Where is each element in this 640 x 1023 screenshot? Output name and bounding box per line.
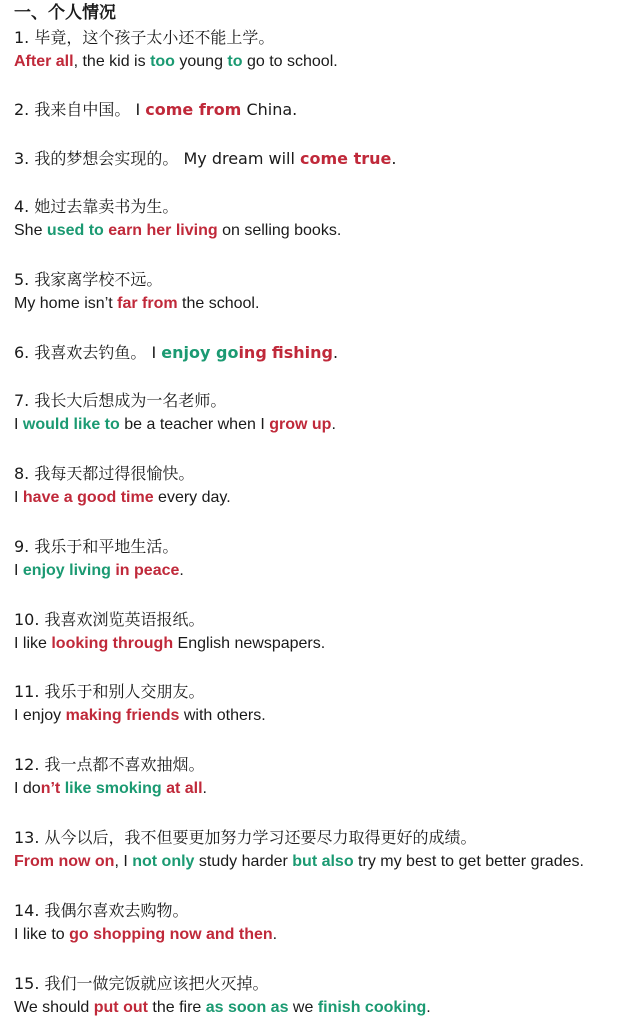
english-translation — [14, 704, 634, 728]
chinese-sentence: 5. 我家离学校不远。 — [14, 270, 163, 289]
highlight-phrase-red: making friends — [65, 707, 180, 724]
sentence-item-15 — [14, 972, 634, 1020]
plain-text: . — [179, 562, 184, 579]
sentence-item-6 — [14, 341, 634, 365]
plain-text: . — [272, 926, 278, 943]
chinese-sentence: 11. 我乐于和别人交朋友。 — [14, 682, 205, 701]
sentence-item-13 — [14, 826, 634, 874]
plain-text: try my best to get better grades. — [353, 853, 584, 870]
highlight-phrase-red: grow up — [269, 416, 332, 433]
chinese-sentence: 12. 我一点都不喜欢抽烟。 — [14, 755, 205, 774]
chinese-line — [14, 899, 634, 923]
chinese-line — [14, 462, 634, 486]
plain-text: My home isn’t — [14, 295, 118, 312]
highlight-phrase-red: far from — [117, 295, 178, 312]
plain-text: the fire — [147, 999, 206, 1016]
chinese-line — [14, 195, 634, 219]
highlight-phrase-red: at all — [166, 780, 203, 797]
chinese-line — [14, 535, 634, 559]
highlight-phrase-green: to — [227, 53, 243, 70]
chinese-sentence: 13. 从今以后，我不但要更加努力学习还要尽力取得更好的成绩。 — [14, 828, 477, 847]
plain-text: I do — [14, 780, 41, 797]
chinese-sentence: 15. 我们一做完饭就应该把火灭掉。 — [14, 974, 269, 993]
english-translation — [14, 50, 634, 74]
sentence-line — [14, 341, 634, 365]
sentence-item-3 — [14, 147, 634, 171]
section-title: 一、个人情况 — [14, 3, 116, 23]
plain-text: . — [391, 149, 397, 168]
highlight-phrase-red: go shopping now and then — [69, 926, 273, 943]
sentence-item-5 — [14, 268, 634, 316]
highlight-phrase-green: finish cooking — [317, 999, 427, 1016]
english-translation — [14, 850, 634, 874]
highlight-phrase-red: ing — [238, 343, 267, 362]
english-translation — [14, 413, 634, 437]
sentence-item-9 — [14, 535, 634, 583]
plain-text: I like — [14, 635, 52, 652]
plain-text: My dream will — [183, 149, 301, 168]
chinese-line — [14, 389, 634, 413]
plain-text: China. — [241, 100, 298, 119]
plain-text: . — [331, 416, 336, 433]
sentence-item-2 — [14, 98, 634, 122]
english-translation — [14, 292, 634, 316]
plain-text: I — [14, 489, 23, 506]
sentence-item-8 — [14, 462, 634, 510]
plain-text: go to school. — [242, 53, 338, 70]
english-translation — [14, 559, 634, 583]
plain-text: English newspapers. — [173, 635, 326, 652]
sentence-item-7 — [14, 389, 634, 437]
chinese-sentence: 4. 她过去靠卖书为生。 — [14, 197, 179, 216]
plain-text: , the kid is — [73, 53, 151, 70]
chinese-sentence: 2. 我来自中国。 — [14, 100, 131, 119]
english-translation — [14, 632, 634, 656]
highlight-phrase-red: n’t — [40, 780, 61, 797]
plain-text: on selling books. — [217, 222, 342, 239]
plain-text: I like to — [14, 926, 70, 943]
english-translation — [183, 149, 396, 168]
chinese-sentence: 14. 我偶尔喜欢去购物。 — [14, 901, 189, 920]
sentence-line — [14, 147, 634, 171]
plain-text: . — [426, 999, 431, 1016]
highlight-phrase-red: come from — [145, 100, 242, 119]
english-translation — [14, 219, 634, 243]
plain-text: I enjoy — [14, 707, 66, 724]
chinese-line — [14, 268, 634, 292]
plain-text: I — [151, 343, 162, 362]
chinese-line — [14, 972, 634, 996]
chinese-sentence: 10. 我喜欢浏览英语报纸。 — [14, 610, 205, 629]
plain-text: She — [14, 222, 47, 239]
english-translation — [135, 100, 297, 119]
highlight-phrase-red: in peace — [115, 562, 180, 579]
english-translation — [151, 343, 338, 362]
sentence-item-10 — [14, 608, 634, 656]
plain-text: with others. — [179, 707, 266, 724]
highlight-phrase-red: earn her living — [108, 222, 218, 239]
plain-text: . — [332, 343, 339, 362]
highlight-phrase-green: too — [150, 53, 175, 70]
highlight-phrase-red: come true — [300, 149, 392, 168]
chinese-line — [14, 26, 634, 50]
plain-text: the school. — [177, 295, 260, 312]
sentence-line — [14, 98, 634, 122]
plain-text: every day. — [153, 489, 231, 506]
plain-text: , I — [114, 853, 133, 870]
plain-text: We should — [14, 999, 94, 1016]
highlight-phrase-green: like smoking — [64, 780, 162, 797]
plain-text: I — [135, 100, 146, 119]
chinese-sentence: 6. 我喜欢去钓鱼。 — [14, 343, 147, 362]
chinese-sentence: 7. 我长大后想成为一名老师。 — [14, 391, 227, 410]
sentence-item-12 — [14, 753, 634, 801]
highlight-phrase-green: not only — [132, 853, 195, 870]
english-translation — [14, 996, 634, 1020]
chinese-line — [14, 608, 634, 632]
highlight-phrase-green: enjoy living — [22, 562, 111, 579]
highlight-phrase-green: as soon as — [205, 999, 289, 1016]
sentence-item-14 — [14, 899, 634, 947]
chinese-line — [14, 826, 634, 850]
plain-text: study harder — [194, 853, 293, 870]
plain-text: be a teacher when I — [119, 416, 270, 433]
plain-text: we — [288, 999, 318, 1016]
highlight-phrase-green: but also — [292, 853, 354, 870]
highlight-phrase-red: looking through — [51, 635, 174, 652]
chinese-sentence: 9. 我乐于和平地生活。 — [14, 537, 179, 556]
highlight-phrase-green: would like to — [22, 416, 120, 433]
sentence-item-4 — [14, 195, 634, 243]
highlight-phrase-red: have a good time — [22, 489, 154, 506]
plain-text: I — [14, 562, 23, 579]
sentence-item-11 — [14, 680, 634, 728]
english-translation — [14, 486, 634, 510]
english-translation — [14, 777, 634, 801]
highlight-phrase-red: After all — [14, 53, 74, 70]
english-translation — [14, 923, 634, 947]
chinese-sentence: 3. 我的梦想会实现的。 — [14, 149, 179, 168]
chinese-sentence: 1. 毕竟，这个孩子太小还不能上学。 — [14, 28, 275, 47]
chinese-line — [14, 680, 634, 704]
highlight-phrase-green: used to — [46, 222, 104, 239]
plain-text: . — [202, 780, 207, 797]
sentence-item-1 — [14, 26, 634, 74]
plain-text: I — [14, 416, 23, 433]
highlight-phrase-red: From now on — [14, 853, 115, 870]
highlight-phrase-red: fishing — [271, 343, 333, 362]
chinese-sentence: 8. 我每天都过得很愉快。 — [14, 464, 195, 483]
chinese-line — [14, 753, 634, 777]
highlight-phrase-red: put out — [93, 999, 148, 1016]
highlight-phrase-green: enjoy go — [161, 343, 239, 362]
plain-text: young — [174, 53, 228, 70]
